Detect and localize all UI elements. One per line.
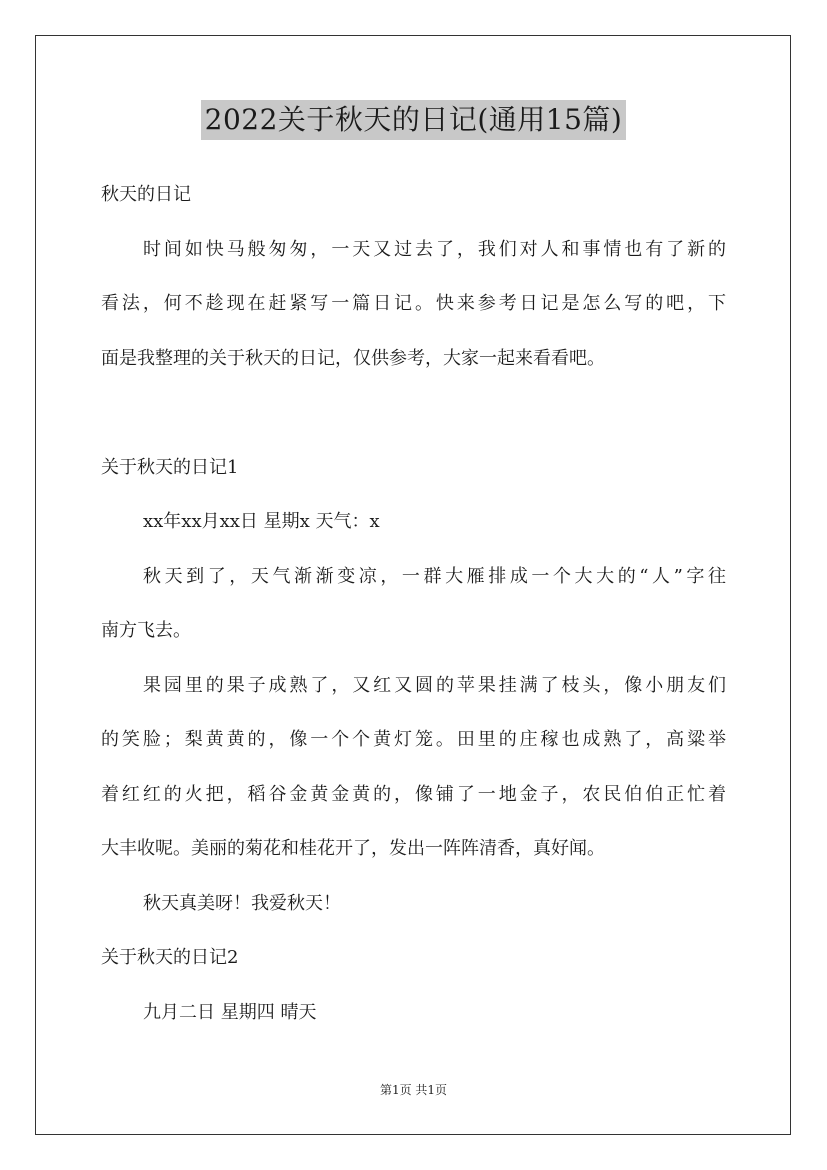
diary2-date-line: 九月二日 星期四 晴天	[143, 1001, 317, 1023]
document-title: 2022关于秋天的日记(通用15篇)	[201, 100, 627, 140]
diary1-closing-line: 秋天真美呀！我爱秋天！	[143, 892, 341, 914]
document-body	[101, 168, 726, 1040]
diary1-paragraph-line: 南方飞去。	[101, 620, 191, 641]
diary1-paragraph-line: 大丰收呢。美丽的菊花和桂花开了，发出一阵阵清香，真好闻。	[101, 838, 605, 859]
intro-line: 面是我整理的关于秋天的日记，仅供参考，大家一起来看看吧。	[101, 347, 605, 369]
diary2-heading: 关于秋天的日记2	[101, 947, 239, 968]
intro-line: 看法，何不趁现在赶紧写一篇日记。快来参考日记是怎么写的吧，下	[101, 293, 726, 314]
intro-line: 时间如快马般匆匆，一天又过去了，我们对人和事情也有了新的	[143, 238, 726, 260]
diary1-heading: 关于秋天的日记1	[101, 456, 239, 478]
spacer	[101, 386, 726, 441]
diary1-date-line: xx年xx月xx日 星期x 天气：x	[143, 511, 380, 532]
diary1-paragraph-line: 果园里的果子成熟了，又红又圆的苹果挂满了枝头，像小朋友们	[143, 674, 726, 696]
diary1-paragraph-line: 秋天到了，天气渐渐变凉，一群大雁排成一个大大的“人”字往	[143, 565, 726, 587]
title-container	[0, 100, 827, 140]
diary1-paragraph-line: 的笑脸；梨黄黄的，像一个个黄灯笼。田里的庄稼也成熟了，高粱举	[101, 729, 726, 750]
section-heading: 秋天的日记	[101, 184, 191, 205]
diary1-paragraph-line: 着红红的火把，稻谷金黄金黄的，像铺了一地金子，农民伯伯正忙着	[101, 783, 726, 805]
page-footer: 第1页 共1页	[379, 1083, 448, 1097]
